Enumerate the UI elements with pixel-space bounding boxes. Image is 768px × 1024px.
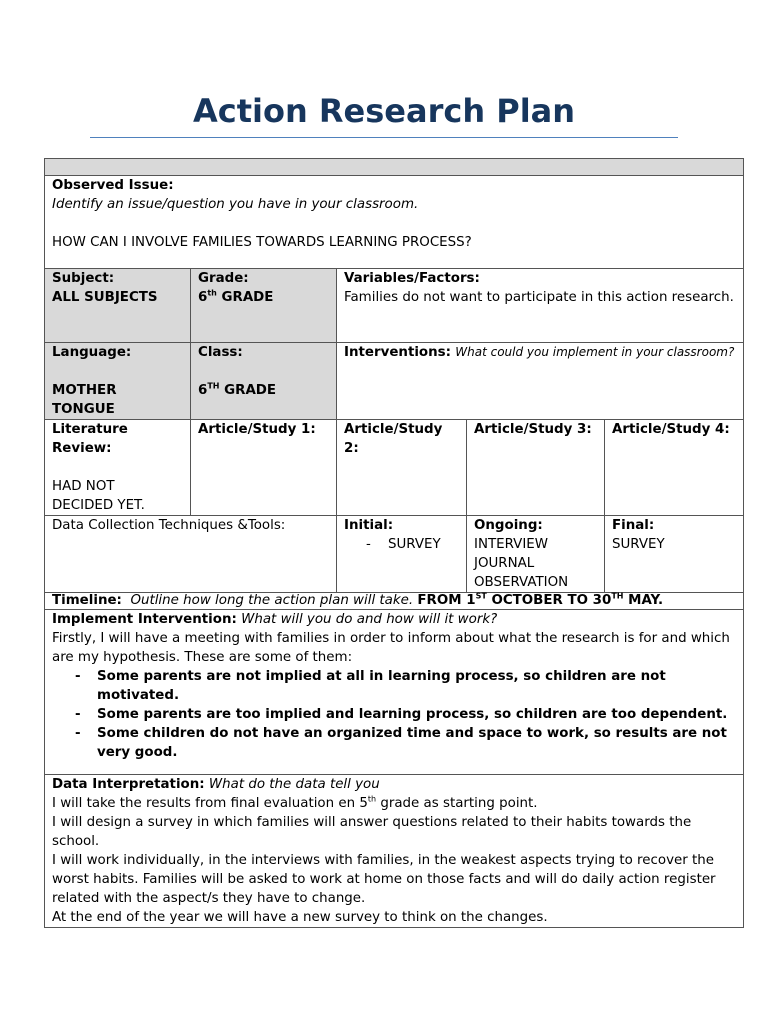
article-4: Article/Study 4: bbox=[605, 420, 744, 516]
interpretation-cell bbox=[45, 775, 744, 928]
grade-label: Grade: bbox=[198, 271, 249, 286]
class-cell bbox=[191, 343, 337, 420]
interventions-prompt: What could you implement in your classroom? bbox=[455, 345, 735, 359]
interventions-cell bbox=[337, 343, 744, 420]
implement-prompt: What will you do and how will it work? bbox=[241, 612, 498, 627]
interpretation-line-1: I will take the results from final evaluation en 5th grade as starting point. bbox=[52, 794, 538, 811]
article-1: Article/Study 1: bbox=[191, 420, 337, 516]
literature-cell bbox=[45, 420, 191, 516]
subject-cell bbox=[45, 269, 191, 343]
observed-issue-cell bbox=[45, 176, 744, 269]
ongoing-label: Ongoing: bbox=[474, 518, 543, 533]
initial-cell: Initial: - SURVEY bbox=[337, 516, 467, 593]
grade-value: 6th GRADE bbox=[198, 288, 274, 305]
implement-intro: Firstly, I will have a meeting with families in order to inform about what the research is for and which are my hypothesis. These are some of them: bbox=[52, 631, 730, 665]
data-collection-label: Data Collection Techniques &Tools: bbox=[52, 518, 286, 533]
hypothesis-item: - Some parents are not implied at all in learning process, so children are not motivated. bbox=[97, 667, 737, 705]
language-label: Language: bbox=[52, 345, 132, 360]
final-item: SURVEY bbox=[612, 537, 665, 552]
timeline-range: FROM 1ST OCTOBER TO 30TH MAY. bbox=[417, 591, 664, 608]
class-value: 6TH GRADE bbox=[198, 381, 277, 398]
initial-item: SURVEY bbox=[388, 537, 441, 552]
implement-label: Implement Intervention: bbox=[52, 612, 237, 627]
language-cell bbox=[45, 343, 191, 420]
article-2: Article/Study 2: bbox=[337, 420, 467, 516]
literature-label-2: Review: bbox=[52, 441, 112, 456]
subject-value: ALL SUBJECTS bbox=[52, 290, 158, 305]
grade-cell bbox=[191, 269, 337, 343]
hypothesis-item: - Some parents are too implied and learning process, so children are too dependent. bbox=[97, 705, 737, 724]
observed-issue-prompt: Identify an issue/question you have in your classroom. bbox=[52, 197, 419, 212]
interpretation-line-3: I will work individually, in the interviews with families, in the weakest aspects trying to recover the worst habits. Families will be asked to work at home on those facts and will do daily action register related with the aspect/s they have to change. bbox=[52, 853, 716, 906]
ongoing-item-3: OBSERVATION bbox=[474, 575, 569, 590]
subject-label: Subject: bbox=[52, 271, 115, 286]
class-label: Class: bbox=[198, 345, 243, 360]
hypothesis-list bbox=[52, 667, 737, 762]
interpretation-line-4: At the end of the year we will have a new survey to think on the changes. bbox=[52, 910, 548, 925]
implement-cell bbox=[45, 610, 744, 775]
interventions-label: Interventions: bbox=[344, 345, 451, 360]
action-research-table bbox=[44, 158, 744, 928]
variables-cell bbox=[337, 269, 744, 343]
language-value-2: TONGUE bbox=[52, 402, 115, 417]
timeline-prompt: Outline how long the action plan will take. bbox=[130, 593, 414, 608]
language-value-1: MOTHER bbox=[52, 383, 117, 398]
timeline-label: Timeline: bbox=[52, 593, 122, 608]
initial-label: Initial: bbox=[344, 518, 394, 533]
literature-value-1: HAD NOT bbox=[52, 479, 115, 494]
interpretation-line-2: I will design a survey in which families will answer questions related to their habits towards the school. bbox=[52, 815, 692, 849]
ongoing-item-2: JOURNAL bbox=[474, 556, 535, 571]
title-underline bbox=[90, 137, 678, 138]
timeline-cell bbox=[45, 593, 744, 610]
data-collection-cell bbox=[45, 516, 337, 593]
variables-value: Families do not want to participate in this action research. bbox=[344, 290, 734, 305]
final-cell bbox=[605, 516, 744, 593]
interpretation-prompt: What do the data tell you bbox=[208, 777, 380, 792]
interpretation-label: Data Interpretation: bbox=[52, 777, 205, 792]
page-title: Action Research Plan bbox=[192, 92, 576, 130]
literature-label-1: Literature bbox=[52, 422, 128, 437]
observed-issue-label: Observed Issue: bbox=[52, 178, 174, 193]
variables-label: Variables/Factors: bbox=[344, 271, 480, 286]
literature-value-2: DECIDED YET. bbox=[52, 498, 145, 513]
table-header-bar bbox=[45, 159, 744, 176]
hypothesis-item: - Some children do not have an organized time and space to work, so results are not very good. bbox=[97, 724, 737, 762]
article-3: Article/Study 3: bbox=[467, 420, 605, 516]
ongoing-cell bbox=[467, 516, 605, 593]
final-label: Final: bbox=[612, 518, 655, 533]
observed-issue-answer: HOW CAN I INVOLVE FAMILIES TOWARDS LEARNING PROCESS? bbox=[52, 235, 472, 250]
ongoing-item-1: INTERVIEW bbox=[474, 537, 548, 552]
